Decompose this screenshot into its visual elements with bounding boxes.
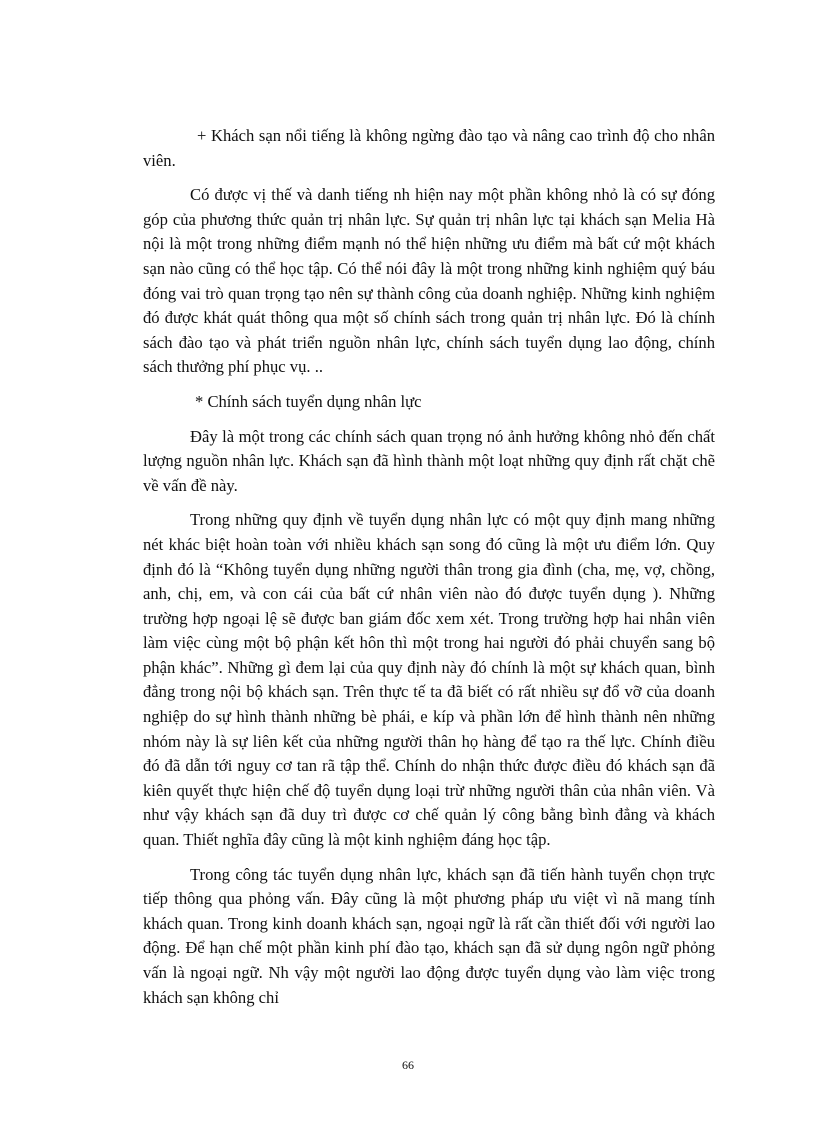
paragraph-training: + Khách sạn nổi tiếng là không ngừng đào tạo và nâng cao trình độ cho nhân viên. xyxy=(143,126,715,170)
document-page xyxy=(143,124,715,1020)
paragraph-hr-management: Có được vị thế và danh tiếng nh hiện nay một phần không nhỏ là có sự đóng góp của phương thức quản trị nhân lực. Sự quản trị nhân lực tại khách sạn Melia Hà nội là một trong những điểm mạnh nó thể hiện những ưu điểm mà bất cứ một khách sạn nào cũng có thể học tập. Có thể nói đây là một trong những kinh nghiệm quý báu đóng vai trò quan trọng tạo nên sự thành công của doanh nghiệp. Những kinh nghiệm đó được khát quát thông qua một số chính sách trong quản trị nhân lực. Đó là chính sách đào tạo và phát triển nguồn nhân lực, chính sách tuyển dụng lao động, chính sách thưởng phí phục vụ. .. xyxy=(143,185,715,377)
paragraph-interview: Trong công tác tuyển dụng nhân lực, khách sạn đã tiến hành tuyển chọn trực tiếp thông qua phỏng vấn. Đây cũng là một phương pháp ưu việt vì nã mang tính khách quan. Trong kinh doanh khách sạn, ngoại ngữ là rất cần thiết đối với người lao động. Để hạn chế một phần kinh phí đào tạo, khách sạn đã sử dụng ngôn ngữ phỏng vấn là ngoại ngữ. Nh vậy một người lao động được tuyển dụng vào làm việc trong khách sạn không chỉ xyxy=(143,864,715,1007)
section-heading: * Chính sách tuyển dụng nhân lực xyxy=(195,391,422,411)
paragraph-recruitment-rules: Trong những quy định về tuyển dụng nhân lực có một quy định mang những nét khác biệt hoàn toàn với nhiều khách sạn song đó cũng là một ưu điểm lớn. Quy định đó là “Không tuyển dụng những người thân trong gia đình (cha, mẹ, vợ, chồng, anh, chị, em, và con cái của bất cứ nhân viên nào đó được tuyển dụng ). Những trường hợp ngoại lệ sẽ được ban giám đốc xem xét. Trong trường hợp hai nhân viên làm việc cùng một bộ phận kết hôn thì một trong hai người đó phải chuyển sang bộ phận khác”. Những gì đem lại của quy định này đó chính là một sự khách quan, bình đẳng trong nội bộ khách sạn. Trên thực tế ta đã biết có rất nhiều sự đổ vỡ của doanh nghiệp do sự hình thành những bè phái, e kíp và phần lớn để hình thành nên những nhóm này là sự liên kết của những người thân họ hàng để tạo ra thế lực. Chính điều đó đã dẫn tới nguy cơ tan rã tập thể. Chính do nhận thức được điều đó khách sạn đã kiên quyết thực hiện chế độ tuyển dụng loại trừ những người thân của nhân viên. Và như vậy khách sạn đã duy trì được cơ chế quản lý công bằng bình đẳng và khách quan. Thiết nghĩa đây cũng là một kinh nghiệm đáng học tập. xyxy=(143,510,715,850)
page-number: 66 xyxy=(402,1058,414,1072)
paragraph-policy-intro: Đây là một trong các chính sách quan trọng nó ảnh hưởng không nhỏ đến chất lượng nguồn nhân lực. Khách sạn đã hình thành một loạt những quy định rất chặt chẽ về vấn đề này. xyxy=(143,426,715,495)
